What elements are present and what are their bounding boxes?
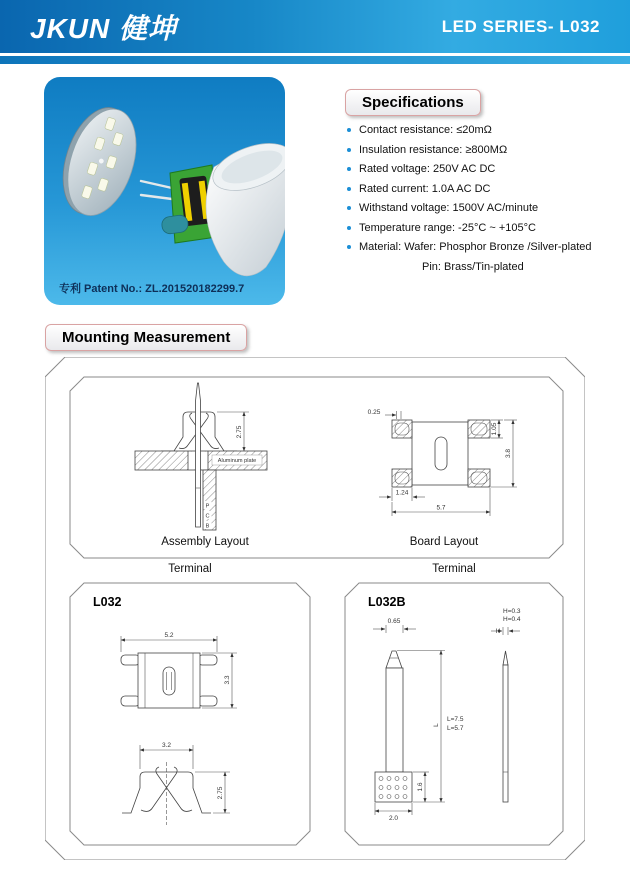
pcb-letter: C <box>205 513 210 520</box>
bullet-dot <box>347 226 351 230</box>
header-bar <box>0 0 630 53</box>
l032-top-width-dim: 5.2 <box>164 632 174 639</box>
patent-number: 专利 Patent No.: ZL.201520182299.7 <box>59 283 245 295</box>
product-image-panel <box>44 77 285 305</box>
l032-title: L032 <box>93 595 122 609</box>
pcb-letter: B <box>205 523 210 530</box>
l032-front-height-dim: 2.75 <box>217 786 224 800</box>
spec-item: Insulation resistance: ≥800MΩ <box>346 144 621 157</box>
brand-logo: JKUN 健坤 <box>30 12 178 44</box>
l032b-title: L032B <box>368 595 406 609</box>
spec-item: Contact resistance: ≤20mΩ <box>346 124 621 137</box>
bullet-dot <box>347 206 351 210</box>
board-pad-offset-dim: 0.25 <box>367 409 381 416</box>
bullet-dot <box>347 128 351 132</box>
l032-frame <box>70 583 310 845</box>
spec-item: Temperature range: -25°C ~ +105°C <box>346 222 621 235</box>
l032b-h-note-2: H=0.4 <box>503 616 521 623</box>
l032b-length-note-2: L=5.7 <box>447 725 464 732</box>
board-pad-height-dim: 1.05 <box>491 422 498 436</box>
board-total-width-dim: 5.7 <box>436 504 446 512</box>
driver-pins <box>141 181 172 199</box>
assembly-layout-drawing <box>135 383 267 548</box>
mounting-measurement-title: Mounting Measurement <box>45 324 247 351</box>
lamp-cup <box>206 134 285 276</box>
specifications-list <box>346 124 621 280</box>
l032-front-width-dim: 3.2 <box>161 742 172 749</box>
product-render <box>44 77 285 305</box>
l032-top-height-dim: 3.3 <box>224 675 231 685</box>
mounting-drawings <box>45 357 585 860</box>
spec-item-continuation: Pin: Brass/Tin-plated <box>422 260 524 273</box>
bullet-dot <box>347 167 351 171</box>
l032b-frame <box>345 583 563 845</box>
spec-item: Withstand voltage: 1500V AC/minute <box>346 202 621 215</box>
l032-drawing <box>93 595 237 825</box>
board-pad-width-dim: 1.24 <box>395 489 409 497</box>
l032b-h-note-1: H=0.3 <box>503 608 521 615</box>
l032b-length-dim-label: L <box>433 723 440 727</box>
spec-item: Material: Wafer: Phosphor Bronze /Silver-plated <box>346 241 621 254</box>
bullet-dot <box>347 245 351 249</box>
specifications-title: Specifications <box>345 89 481 116</box>
l032b-base-width-dim: 2.0 <box>388 815 399 822</box>
l032b-drawing <box>368 595 521 822</box>
l032b-tip-width-dim: 0.65 <box>387 618 401 625</box>
board-layout-caption: Board Layout <box>409 536 479 548</box>
l032b-h-dim-label: H <box>495 628 501 635</box>
bullet-dot <box>347 187 351 191</box>
assembly-clip-height-dim: 2.75 <box>236 425 243 439</box>
board-layout-drawing <box>368 409 517 548</box>
assembly-layout-caption: Assembly Layout <box>161 536 249 548</box>
spec-item: Rated voltage: 250V AC DC <box>346 163 621 176</box>
board-total-height-dim: 3.8 <box>505 448 512 459</box>
l032b-base-height-dim: 1.6 <box>417 782 424 792</box>
aluminum-plate-label: Aluminum plate <box>217 458 257 464</box>
pcb-letter: P <box>205 503 210 510</box>
series-title: LED SERIES- L032 <box>441 16 600 36</box>
terminal-label-left: Terminal <box>168 563 212 575</box>
bullet-dot <box>347 148 351 152</box>
spec-item: Rated current: 1.0A AC DC <box>346 183 621 196</box>
terminal-label-right: Terminal <box>432 563 476 575</box>
l032b-length-note-1: L=7.5 <box>447 716 464 723</box>
header-accent-stripe <box>0 56 630 64</box>
led-disc <box>51 99 149 224</box>
